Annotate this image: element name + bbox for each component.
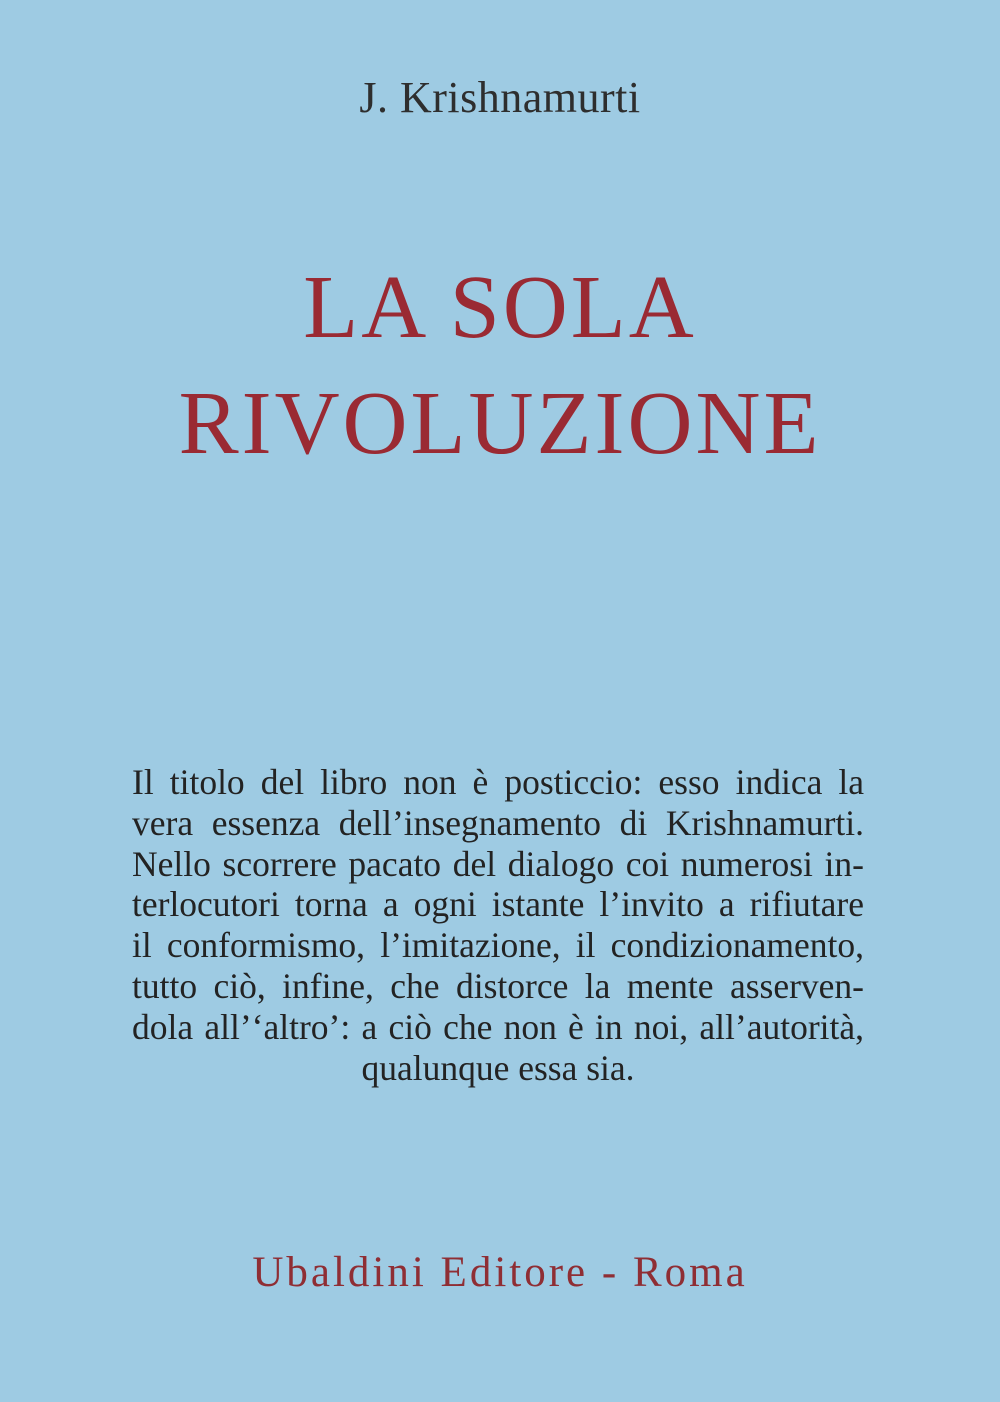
author-name: J. Krishnamurti (359, 73, 641, 122)
blurb-line: Nello scorrere pacato del dialogo coi numerosi in- (132, 843, 864, 884)
blurb-line: il conformismo, l’imitazione, il condizionamento, (132, 925, 864, 966)
blurb-line: tutto ciò, infine, che distorce la mente asserven- (132, 965, 864, 1006)
cover-blurb (132, 762, 864, 1088)
book-title-line-2: RIVOLUZIONE (178, 374, 822, 473)
blurb-line: terlocutori torna a ogni istante l’invito a rifiutare (132, 884, 864, 925)
blurb-line: Il titolo del libro non è posticcio: esso indica la (132, 762, 864, 802)
blurb-line: dola all’‘altro’: a ciò che non è in noi, all’autorità, (132, 1006, 864, 1047)
book-title-line-1: LA SOLA (303, 258, 697, 357)
blurb-line: qualunque essa sia. (361, 1047, 635, 1088)
publisher-imprint: Ubaldini Editore - Roma (252, 1249, 748, 1296)
blurb-line: vera essenza dell’insegnamento di Krishnamurti. (132, 802, 864, 843)
